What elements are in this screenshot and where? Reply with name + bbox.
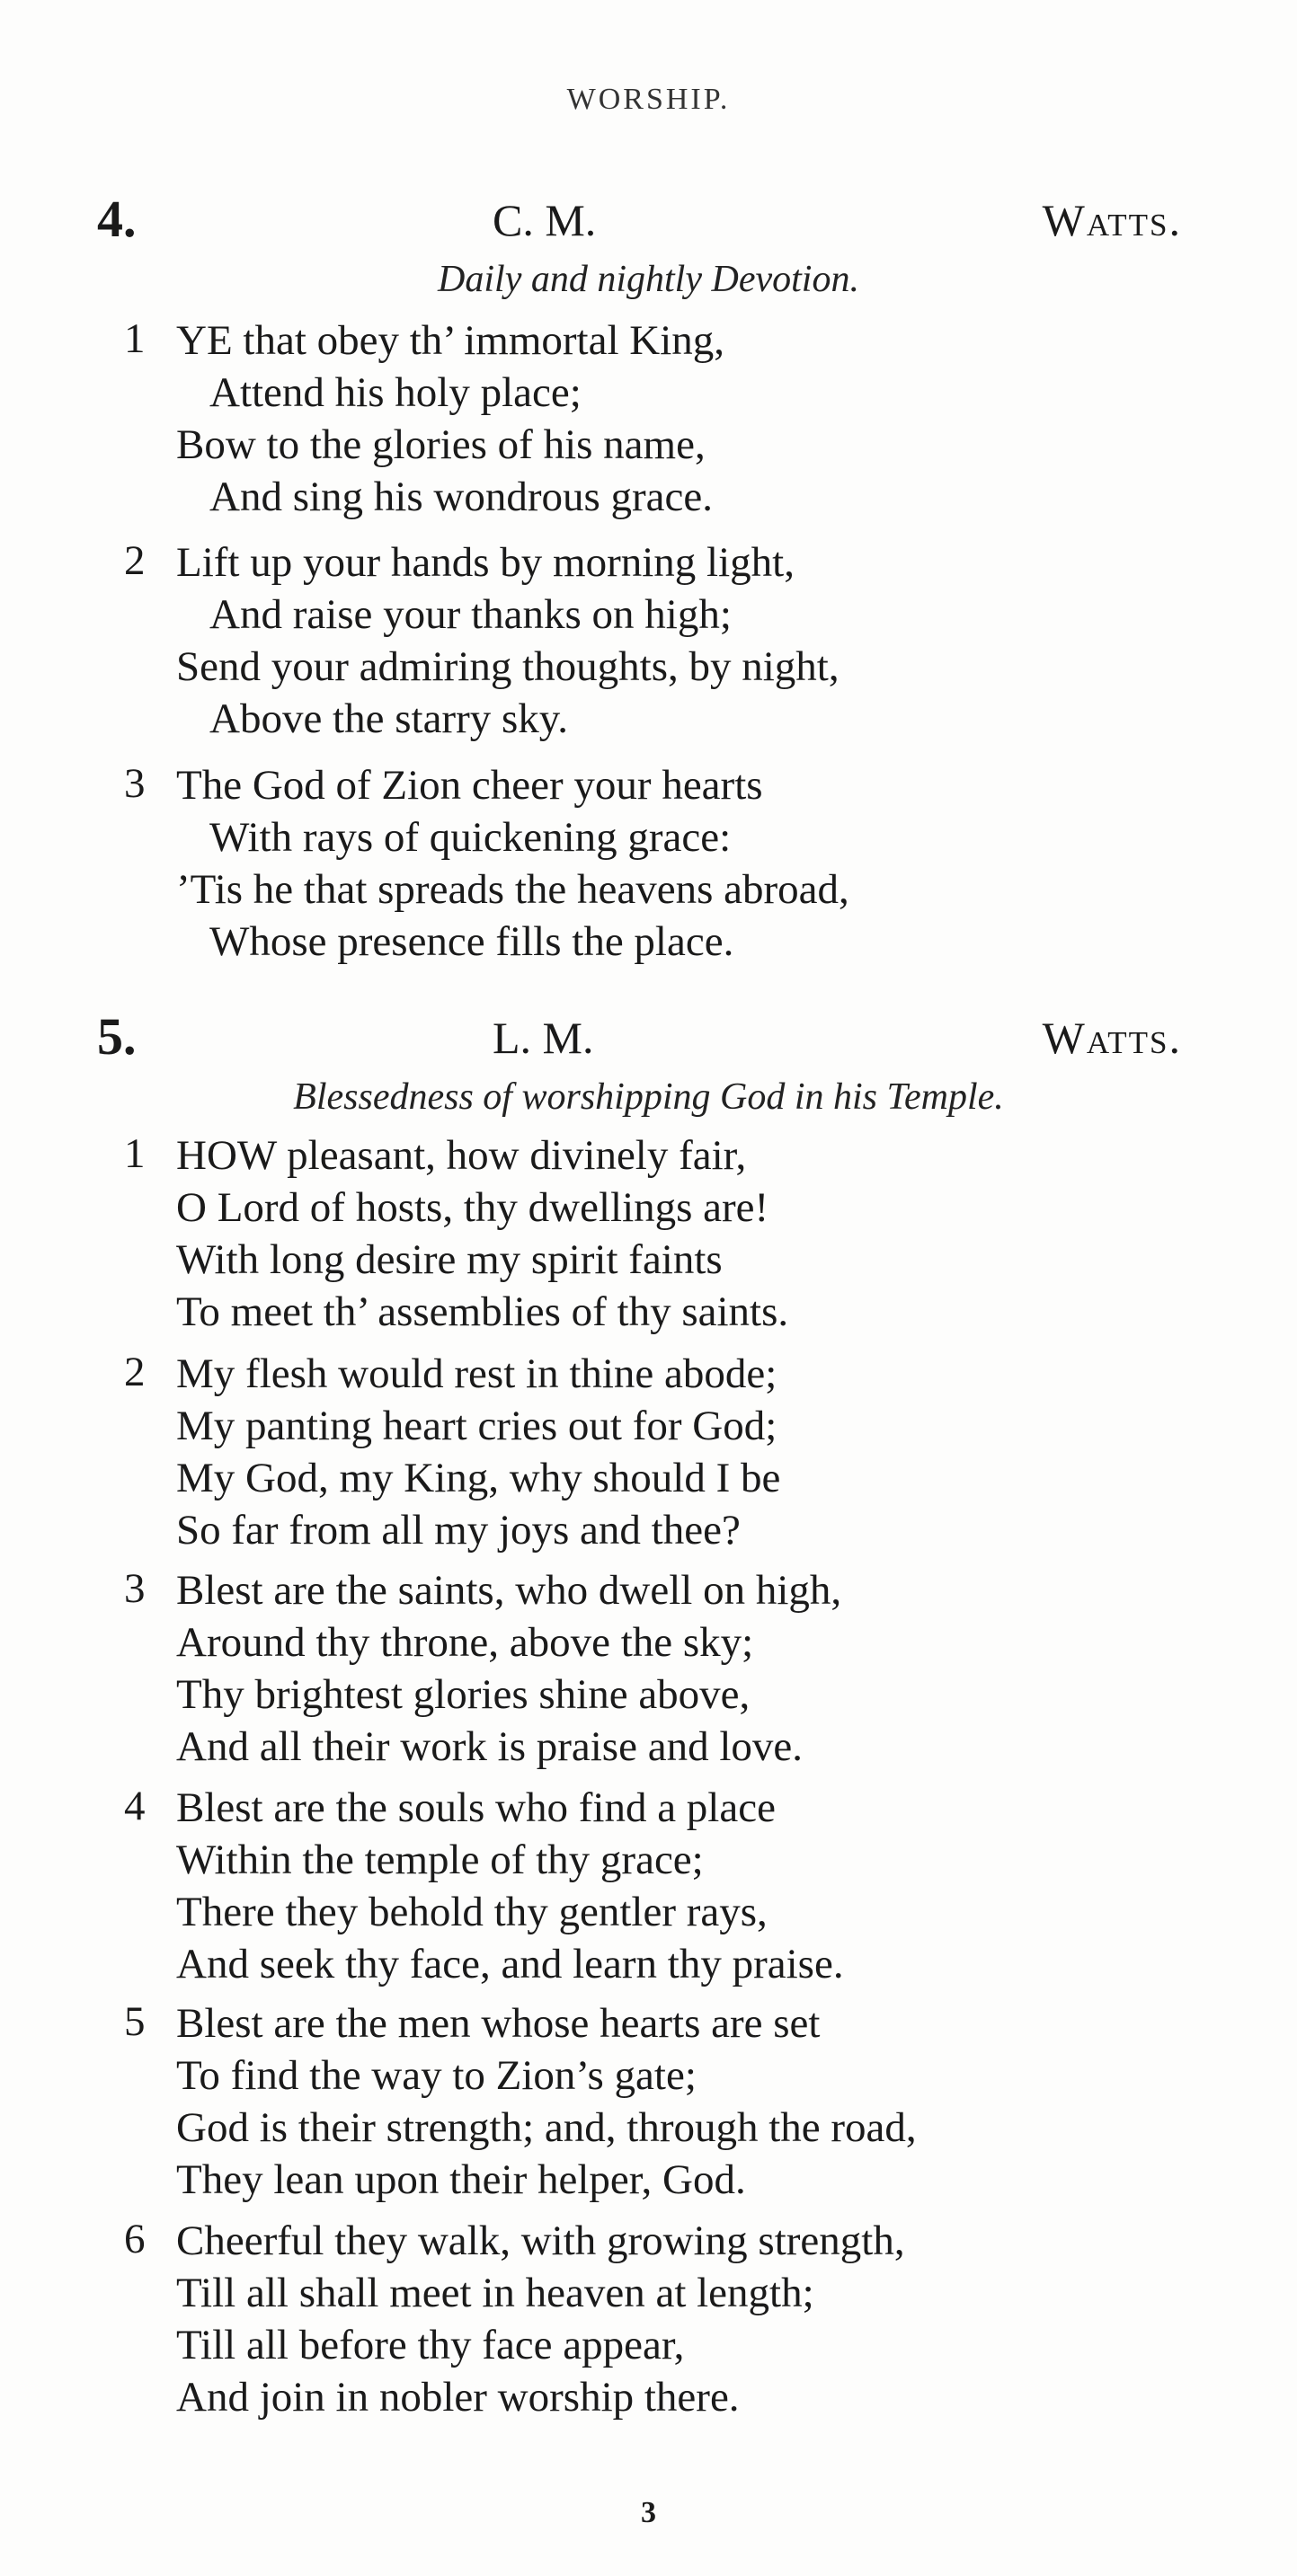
stanza-number: 1: [124, 1130, 146, 1177]
verse-line: HOW pleasant, how divinely fair,: [176, 1132, 747, 1179]
stanza-number: 3: [124, 760, 146, 807]
verse-line: Cheerful they walk, with growing strength,: [176, 2217, 905, 2264]
stanza-number: 3: [124, 1565, 146, 1612]
hymn-title: Daily and nightly Devotion.: [438, 259, 859, 300]
verse-line: Whose presence fills the place.: [209, 918, 734, 965]
stanza-number: 5: [124, 1998, 146, 2045]
verse-line: Send your admiring thoughts, by night,: [176, 643, 839, 690]
verse-line: Around thy throne, above the sky;: [176, 1619, 754, 1666]
verse-line: With long desire my spirit faints: [176, 1236, 723, 1283]
verse-line: Till all shall meet in heaven at length;: [176, 2270, 814, 2316]
hymn-meter: C. M.: [493, 195, 597, 245]
running-head: WORSHIP.: [566, 83, 731, 116]
verse-line: YE that obey th’ immortal King,: [176, 317, 725, 364]
verse-line: Till all before thy face appear,: [176, 2322, 685, 2368]
hymn-meter: L. M.: [493, 1013, 594, 1063]
verse-line: Bow to the glories of his name,: [176, 421, 706, 468]
verse-line: Blest are the saints, who dwell on high,: [176, 1567, 842, 1614]
verse-line: So far from all my joys and thee?: [176, 1507, 741, 1554]
stanza-number: 4: [124, 1783, 146, 1829]
verse-line: And sing his wondrous grace.: [209, 474, 714, 520]
verse-line: Attend his holy place;: [209, 369, 582, 416]
hymn-number: 5.: [97, 1007, 137, 1066]
page-number: 3: [641, 2496, 656, 2529]
verse-line: Above the starry sky.: [209, 695, 568, 742]
verse-line: Blest are the souls who find a place: [176, 1784, 776, 1831]
stanza-number: 6: [124, 2216, 146, 2262]
hymn-number: 4.: [97, 190, 137, 248]
verse-line: My flesh would rest in thine abode;: [176, 1350, 777, 1397]
verse-line: And join in nobler worship there.: [176, 2374, 740, 2421]
verse-line: The God of Zion cheer your hearts: [176, 762, 763, 809]
verse-line: And seek thy face, and learn thy praise.: [176, 1941, 844, 1987]
hymn-author: Watts.: [1042, 195, 1182, 245]
verse-line: My panting heart cries out for God;: [176, 1403, 777, 1449]
verse-line: God is their strength; and, through the road,: [176, 2104, 917, 2151]
verse-line: They lean upon their helper, God.: [176, 2156, 746, 2203]
stanza-number: 2: [124, 537, 146, 584]
verse-line: To meet th’ assemblies of thy saints.: [176, 1288, 789, 1335]
hymn-header: [0, 189, 1297, 252]
verse-line: Lift up your hands by morning light,: [176, 539, 795, 586]
verse-line: Blest are the men whose hearts are set: [176, 2000, 821, 2047]
verse-line: ’Tis he that spreads the heavens abroad,: [176, 866, 849, 913]
stanza-number: 1: [124, 315, 146, 362]
verse-line: To find the way to Zion’s gate;: [176, 2052, 697, 2099]
verse-line: With rays of quickening grace:: [209, 814, 732, 861]
verse-line: And raise your thanks on high;: [209, 591, 732, 638]
verse-line: O Lord of hosts, thy dwellings are!: [176, 1184, 769, 1231]
stanza-number: 2: [124, 1349, 146, 1395]
hymn-header: [0, 1006, 1297, 1069]
hymn-author: Watts.: [1042, 1013, 1182, 1063]
verse-line: And all their work is praise and love.: [176, 1723, 803, 1770]
hymn-title: Blessedness of worshipping God in his Temple.: [293, 1076, 1004, 1118]
verse-line: There they behold thy gentler rays,: [176, 1889, 768, 1935]
verse-line: Thy brightest glories shine above,: [176, 1671, 751, 1718]
verse-line: My God, my King, why should I be: [176, 1455, 781, 1501]
verse-line: Within the temple of thy grace;: [176, 1837, 704, 1883]
